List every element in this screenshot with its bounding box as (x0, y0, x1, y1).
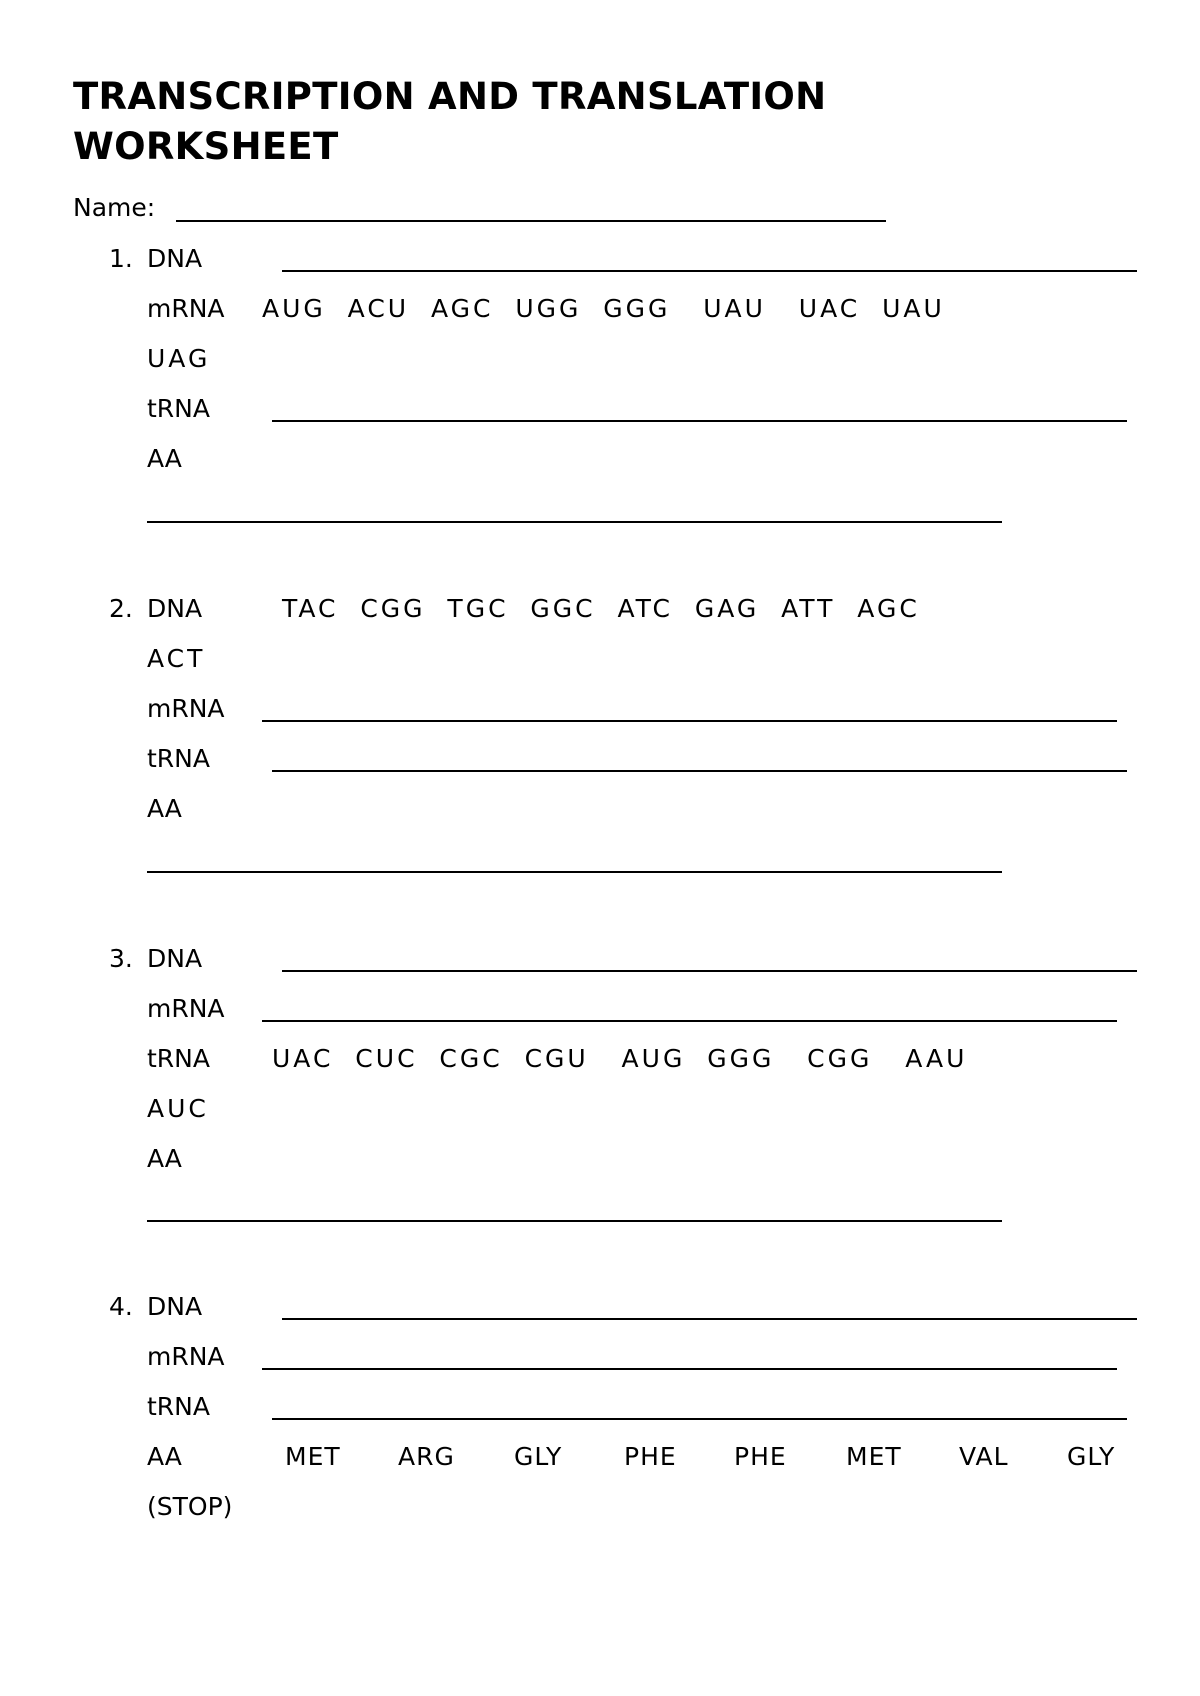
amino-acid-6: MET (846, 1442, 902, 1471)
dna-label: DNA (147, 244, 203, 273)
dna-answer-line[interactable] (282, 970, 1137, 972)
trna-label: tRNA (147, 1392, 210, 1421)
trna-answer-line[interactable] (272, 770, 1127, 772)
worksheet-title: TRANSCRIPTION AND TRANSLATION WORKSHEET (73, 75, 827, 168)
aa-label: AA (147, 1144, 182, 1173)
dna-label: DNA (147, 594, 203, 623)
mrna-answer-line[interactable] (262, 1020, 1117, 1022)
question-number: 3. (109, 944, 133, 973)
amino-acid-5: PHE (734, 1442, 787, 1471)
aa-label: AA (147, 1442, 182, 1471)
amino-acid-8: GLY (1067, 1442, 1116, 1471)
amino-acid-2: ARG (398, 1442, 455, 1471)
trna-sequence: UAC CUC CGC CGU AUG GGG CGG AAU (272, 1044, 968, 1073)
mrna-answer-line[interactable] (262, 1368, 1117, 1370)
name-label: Name: (73, 193, 156, 222)
dna-label: DNA (147, 1292, 203, 1321)
aa-label: AA (147, 444, 182, 473)
trna-label: tRNA (147, 1044, 210, 1073)
dna-answer-line[interactable] (282, 270, 1137, 272)
mrna-label: mRNA (147, 694, 225, 723)
dna-sequence-continued: ACT (147, 644, 206, 673)
trna-label: tRNA (147, 394, 210, 423)
mrna-answer-line[interactable] (262, 720, 1117, 722)
question-number: 2. (109, 594, 133, 623)
mrna-label: mRNA (147, 1342, 225, 1371)
mrna-sequence: AUG ACU AGC UGG GGG UAU UAC UAU (262, 294, 945, 323)
trna-label: tRNA (147, 744, 210, 773)
amino-acid-4: PHE (624, 1442, 677, 1471)
aa-answer-line[interactable] (147, 1220, 1002, 1222)
dna-sequence: TAC CGG TGC GGC ATC GAG ATT AGC (282, 594, 920, 623)
amino-acid-1: MET (285, 1442, 341, 1471)
question-number: 1. (109, 244, 133, 273)
mrna-label: mRNA (147, 294, 225, 323)
dna-label: DNA (147, 944, 203, 973)
dna-answer-line[interactable] (282, 1318, 1137, 1320)
aa-answer-line[interactable] (147, 521, 1002, 523)
mrna-label: mRNA (147, 994, 225, 1023)
amino-acid-7: VAL (959, 1442, 1009, 1471)
trna-sequence-continued: AUC (147, 1094, 209, 1123)
amino-acid-3: GLY (514, 1442, 563, 1471)
trna-answer-line[interactable] (272, 1418, 1127, 1420)
aa-answer-line[interactable] (147, 871, 1002, 873)
stop-label: (STOP) (147, 1492, 233, 1521)
question-number: 4. (109, 1292, 133, 1321)
name-blank-line[interactable] (176, 220, 886, 222)
mrna-sequence-continued: UAG (147, 344, 211, 373)
trna-answer-line[interactable] (272, 420, 1127, 422)
aa-label: AA (147, 794, 182, 823)
